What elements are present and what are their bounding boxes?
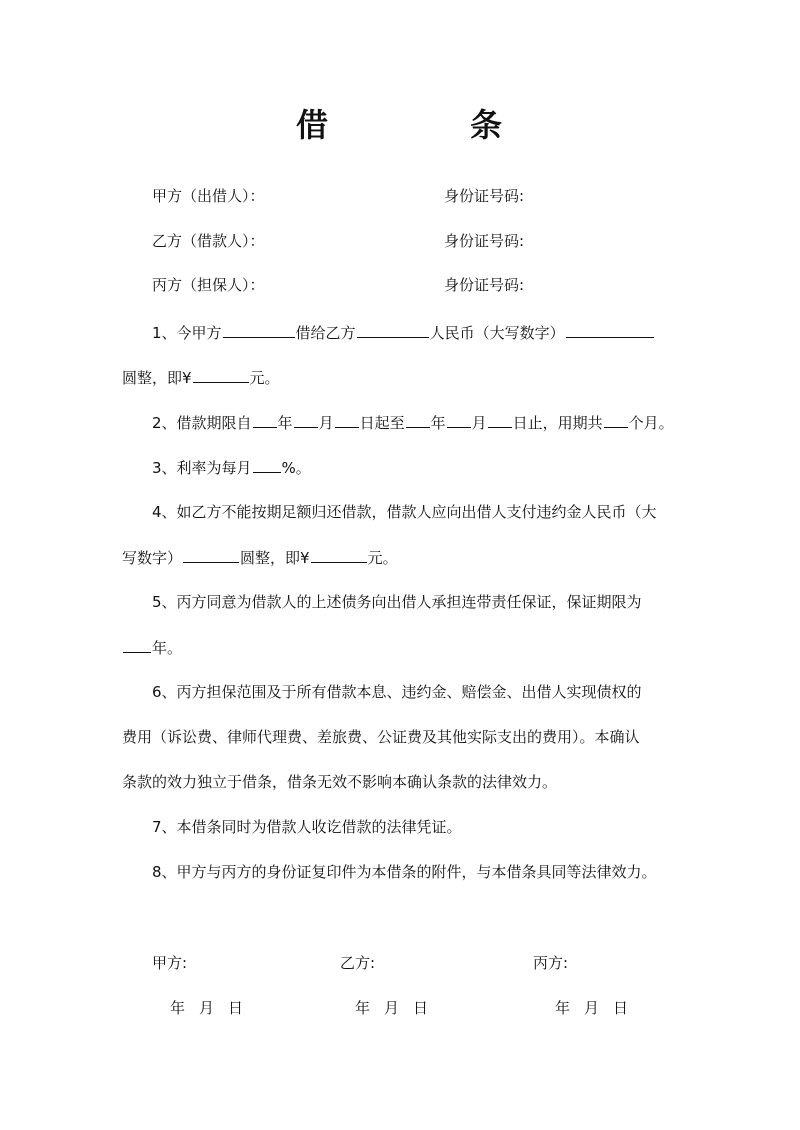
amount-figures-blank xyxy=(193,365,249,383)
party-b-signature-label: 乙方: xyxy=(340,954,376,972)
party-a-signature-label: 甲方: xyxy=(152,954,188,972)
clause-8: 8、甲方与丙方的身份证复印件为本借条的附件，与本借条具同等法律效力。 xyxy=(152,863,657,881)
party-a-month: 月 xyxy=(199,999,215,1017)
months-blank xyxy=(604,410,628,428)
start-year-blank xyxy=(253,410,277,428)
clause-3-text-a: 3、利率为每月 xyxy=(152,459,252,477)
party-c-year: 年 xyxy=(555,999,571,1017)
clause-2-text-h: 个月。 xyxy=(628,414,674,432)
interest-rate-blank xyxy=(253,455,281,473)
clause-4-text-b: 圆整，即¥ xyxy=(240,549,310,567)
guarantor-label: 丙方（担保人）： xyxy=(152,276,265,294)
title-char-1: 借 xyxy=(296,106,329,144)
penalty-words-blank xyxy=(183,545,239,563)
clause-2-text-d: 日起至 xyxy=(359,414,405,432)
clause-6-line-1: 6、丙方担保范围及于所有借款本息、违约金、赔偿金、出借人实现债权的 xyxy=(152,683,642,701)
guarantee-period-blank xyxy=(123,635,151,653)
end-day-blank xyxy=(488,410,512,428)
clause-2-text-c: 月 xyxy=(318,414,334,432)
clause-6-line-2: 费用（诉讼费、律师代理费、差旅费、公证费及其他实际支出的费用）。本确认 xyxy=(122,728,640,746)
start-month-blank xyxy=(294,410,318,428)
lender-label: 甲方（出借人）： xyxy=(152,187,265,205)
document-title xyxy=(0,100,800,150)
borrower-name-blank xyxy=(357,320,429,338)
clause-1-text-d: 圆整，即¥ xyxy=(122,369,192,387)
title-char-2: 条 xyxy=(470,106,503,144)
clause-1-line-1 xyxy=(152,320,655,345)
penalty-figures-blank xyxy=(311,545,367,563)
clause-7: 7、本借条同时为借款人收讫借款的法律凭证。 xyxy=(152,818,462,836)
party-a-day: 日 xyxy=(228,999,244,1017)
clause-5-text-a: 年。 xyxy=(152,639,183,657)
amount-words-blank xyxy=(566,320,654,338)
party-b-year: 年 xyxy=(355,999,371,1017)
party-c-date xyxy=(555,996,642,1020)
clause-6-line-3: 条款的效力独立于借条，借条无效不影响本确认条款的法律效力。 xyxy=(122,773,558,791)
clause-4-text-c: 元。 xyxy=(367,549,398,567)
clause-2-text-a: 2、借款期限自 xyxy=(152,414,252,432)
party-a-year: 年 xyxy=(170,999,186,1017)
borrower-id-label: 身份证号码: xyxy=(444,232,525,250)
lender-id-label: 身份证号码: xyxy=(444,187,525,205)
party-b-day: 日 xyxy=(413,999,429,1017)
clause-1-text-b: 借给乙方 xyxy=(295,324,356,342)
clause-5-line-2 xyxy=(122,635,182,660)
clause-5-line-1: 5、丙方同意为借款人的上述债务向出借人承担连带责任保证，保证期限为 xyxy=(152,593,642,611)
party-c-day: 日 xyxy=(613,999,629,1017)
clause-1-text-e: 元。 xyxy=(249,369,280,387)
clause-3-text-b: %。 xyxy=(281,459,311,477)
clause-4-text-a: 写数字） xyxy=(122,549,183,567)
clause-2-text-g: 日止，用期共 xyxy=(512,414,603,432)
party-b-date xyxy=(355,996,442,1020)
clause-2-text-e: 年 xyxy=(430,414,446,432)
end-month-blank xyxy=(447,410,471,428)
clause-4-line-2 xyxy=(122,545,398,570)
clause-4-line-1: 4、如乙方不能按期足额归还借款，借款人应向出借人支付违约金人民币（大 xyxy=(152,503,657,521)
party-c-signature-label: 丙方: xyxy=(533,954,569,972)
party-c-month: 月 xyxy=(584,999,600,1017)
party-b-month: 月 xyxy=(384,999,400,1017)
clause-1-line-2 xyxy=(122,365,280,390)
party-a-date xyxy=(170,996,257,1020)
clause-1-text-a: 1、今甲方 xyxy=(152,324,222,342)
clause-1-text-c: 人民币（大写数字） xyxy=(429,324,565,342)
clause-2 xyxy=(152,410,674,435)
clause-2-text-f: 月 xyxy=(471,414,487,432)
borrower-label: 乙方（借款人）： xyxy=(152,232,265,250)
end-year-blank xyxy=(406,410,430,428)
start-day-blank xyxy=(335,410,359,428)
clause-2-text-b: 年 xyxy=(277,414,293,432)
lender-name-blank xyxy=(223,320,295,338)
guarantor-id-label: 身份证号码: xyxy=(444,276,525,294)
clause-3 xyxy=(152,455,311,480)
